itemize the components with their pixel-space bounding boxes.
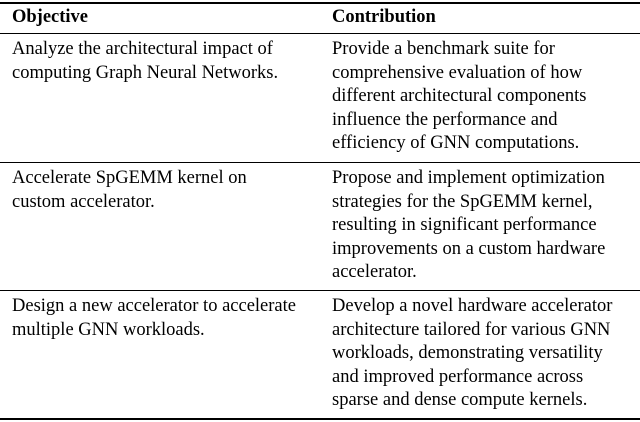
- row-3-contribution-line-3: workloads, demonstrating versatility: [332, 343, 603, 363]
- row-3-objective-line-1: Design a new accelerator to accelerate: [12, 296, 296, 316]
- row-3-objective-line-2: multiple GNN workloads.: [12, 319, 205, 340]
- row-1-contribution-line-3: different architectural components: [332, 86, 587, 106]
- row-3-objective: [12, 295, 296, 342]
- table-top-rule: [0, 2, 640, 4]
- table-bottom-rule: [0, 418, 640, 420]
- header-contribution: Contribution: [332, 7, 436, 27]
- row-1-contribution-line-4: influence the performance and: [332, 109, 558, 130]
- row-2-objective-line-1: Accelerate SpGEMM kernel on: [12, 168, 247, 188]
- row-1-contribution-line-5: efficiency of GNN computations.: [332, 133, 580, 153]
- row-3-contribution: [332, 295, 612, 413]
- row-1-contribution-line-2: comprehensive evaluation of how: [332, 62, 583, 83]
- row-1-objective-line-1: Analyze the architectural impact of: [12, 39, 273, 59]
- row-2-contribution-line-2: strategies for the SpGEMM kernel,: [332, 191, 593, 212]
- header-objective: Objective: [12, 7, 89, 27]
- row-1-contribution-line-1: Provide a benchmark suite for: [332, 39, 555, 59]
- row-2-objective: [12, 167, 247, 214]
- row-3-contribution-line-4: and improved performance across: [332, 366, 584, 387]
- row-2-contribution: [332, 167, 605, 285]
- row-3-contribution-line-5: sparse and dense compute kernels.: [332, 390, 588, 410]
- header-rule: [0, 33, 640, 34]
- row-1-rule: [0, 162, 640, 163]
- row-2-contribution-line-4: improvements on a custom hardware: [332, 238, 606, 259]
- row-1-contribution: [332, 38, 586, 156]
- row-1-objective: [12, 38, 278, 85]
- row-2-contribution-line-5: accelerator.: [332, 262, 417, 282]
- row-2-contribution-line-3: resulting in significant performance: [332, 215, 597, 235]
- row-2-objective-line-2: custom accelerator.: [12, 191, 155, 212]
- row-3-contribution-line-2: architecture tailored for various GNN: [332, 319, 611, 340]
- row-3-contribution-line-1: Develop a novel hardware accelerator: [332, 296, 613, 316]
- row-2-contribution-line-1: Propose and implement optimization: [332, 168, 605, 188]
- row-2-rule: [0, 290, 640, 291]
- row-1-objective-line-2: computing Graph Neural Networks.: [12, 62, 279, 83]
